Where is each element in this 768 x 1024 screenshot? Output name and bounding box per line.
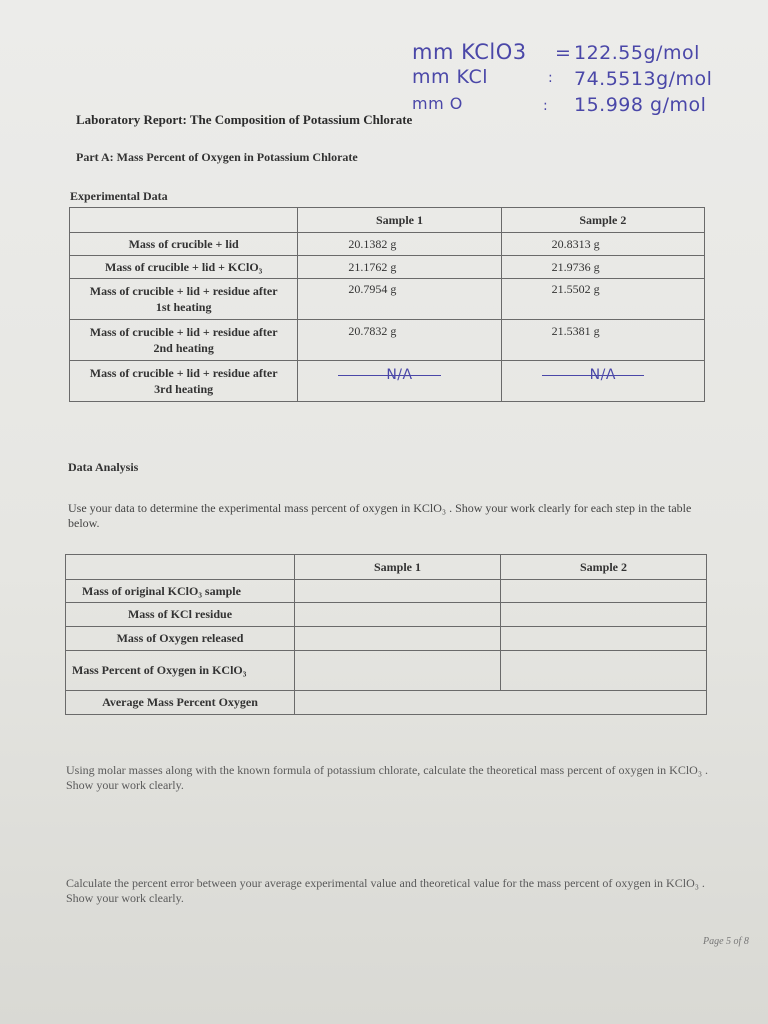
sample-2-value: 20.8313 g — [501, 233, 704, 256]
percent-error-question: Calculate the percent error between your average experimental value and theoretical value for the mass percent of oxygen in KClO₃ . Show your work clearly. — [66, 876, 705, 905]
handwritten-kcl-molar-mass: 74.5513g/mol — [574, 68, 713, 90]
handwritten-na-sample-1: N/A — [386, 367, 413, 383]
sample-1-cell — [295, 580, 501, 603]
sample-2-cell — [501, 580, 707, 603]
sample-2-value — [501, 361, 704, 402]
sample-1-value: 20.7832 g — [298, 320, 501, 361]
table-header-row — [66, 555, 707, 580]
sample-1-value: 20.7954 g — [298, 279, 501, 320]
row-label: Mass of KCl residue — [66, 603, 295, 627]
data-analysis-instructions: Use your data to determine the experimental mass percent of oxygen in KClO₃ . Show your work clearly for each step in the table below. — [68, 501, 692, 530]
handwritten-dash-line — [542, 375, 644, 376]
average-cell — [295, 691, 707, 715]
table-header-empty — [66, 555, 295, 580]
theoretical-mass-percent-question: Using molar masses along with the known formula of potassium chlorate, calculate the theoretical mass percent of oxygen in KClO₃ . Show your work clearly. — [66, 763, 709, 792]
sample-1-value — [298, 361, 501, 402]
table-row — [70, 279, 705, 320]
row-label: Mass of crucible + lid + residue after 1st heating — [70, 279, 298, 320]
table-header-row — [70, 208, 705, 233]
page-number: Page 5 of 8 — [703, 936, 749, 947]
sample-2-cell — [501, 603, 707, 627]
experimental-data-table — [69, 207, 705, 402]
column-header-sample-1: Sample 1 — [295, 555, 501, 580]
table-row — [70, 320, 705, 361]
row-label: Mass of Oxygen released — [66, 627, 295, 651]
table-row — [66, 651, 707, 691]
row-label: Mass of crucible + lid — [70, 233, 298, 256]
sample-1-value: 21.1762 g — [298, 256, 501, 279]
row-label: Average Mass Percent Oxygen — [66, 691, 295, 715]
handwritten-kclo3-equals: = — [555, 42, 572, 64]
table-row — [66, 627, 707, 651]
column-header-sample-2: Sample 2 — [501, 208, 704, 233]
part-a-heading: Part A: Mass Percent of Oxygen in Potassium Chlorate — [76, 150, 358, 164]
row-label: Mass of original KClO₃ sample — [66, 580, 295, 603]
sample-2-cell — [501, 627, 707, 651]
sample-2-value: 21.9736 g — [501, 256, 704, 279]
experimental-data-heading: Experimental Data — [70, 189, 168, 203]
sample-1-cell — [295, 603, 501, 627]
sample-2-cell — [501, 651, 707, 691]
handwritten-o-label: mm O — [412, 94, 463, 113]
handwritten-kclo3-molar-mass: 122.55g/mol — [574, 42, 700, 64]
table-row — [70, 361, 705, 402]
data-analysis-heading: Data Analysis — [68, 460, 139, 474]
sample-1-cell — [295, 651, 501, 691]
handwritten-kcl-separator: : — [548, 70, 554, 86]
sample-1-value: 20.1382 g — [298, 233, 501, 256]
sample-2-value: 21.5381 g — [501, 320, 704, 361]
report-title: Laboratory Report: The Composition of Potassium Chlorate — [76, 112, 413, 127]
data-analysis-table — [65, 554, 707, 715]
table-row — [66, 580, 707, 603]
row-label: Mass Percent of Oxygen in KClO₃ — [66, 651, 295, 691]
sample-2-value: 21.5502 g — [501, 279, 704, 320]
table-row — [70, 256, 705, 279]
handwritten-kclo3-label: mm KClO3 — [412, 40, 527, 64]
sample-1-cell — [295, 627, 501, 651]
handwritten-dash-line — [338, 375, 440, 376]
column-header-sample-2: Sample 2 — [501, 555, 707, 580]
table-row — [66, 603, 707, 627]
row-label: Mass of crucible + lid + KClO₃ — [70, 256, 298, 279]
row-label: Mass of crucible + lid + residue after 2nd heating — [70, 320, 298, 361]
table-header-empty — [70, 208, 298, 233]
handwritten-o-separator: : — [543, 98, 549, 114]
column-header-sample-1: Sample 1 — [298, 208, 501, 233]
table-row — [70, 233, 705, 256]
handwritten-kcl-label: mm KCl — [412, 66, 489, 88]
handwritten-na-sample-2: N/A — [589, 367, 616, 383]
row-label: Mass of crucible + lid + residue after 3rd heating — [70, 361, 298, 402]
handwritten-o-molar-mass: 15.998 g/mol — [574, 94, 707, 116]
table-row — [66, 691, 707, 715]
